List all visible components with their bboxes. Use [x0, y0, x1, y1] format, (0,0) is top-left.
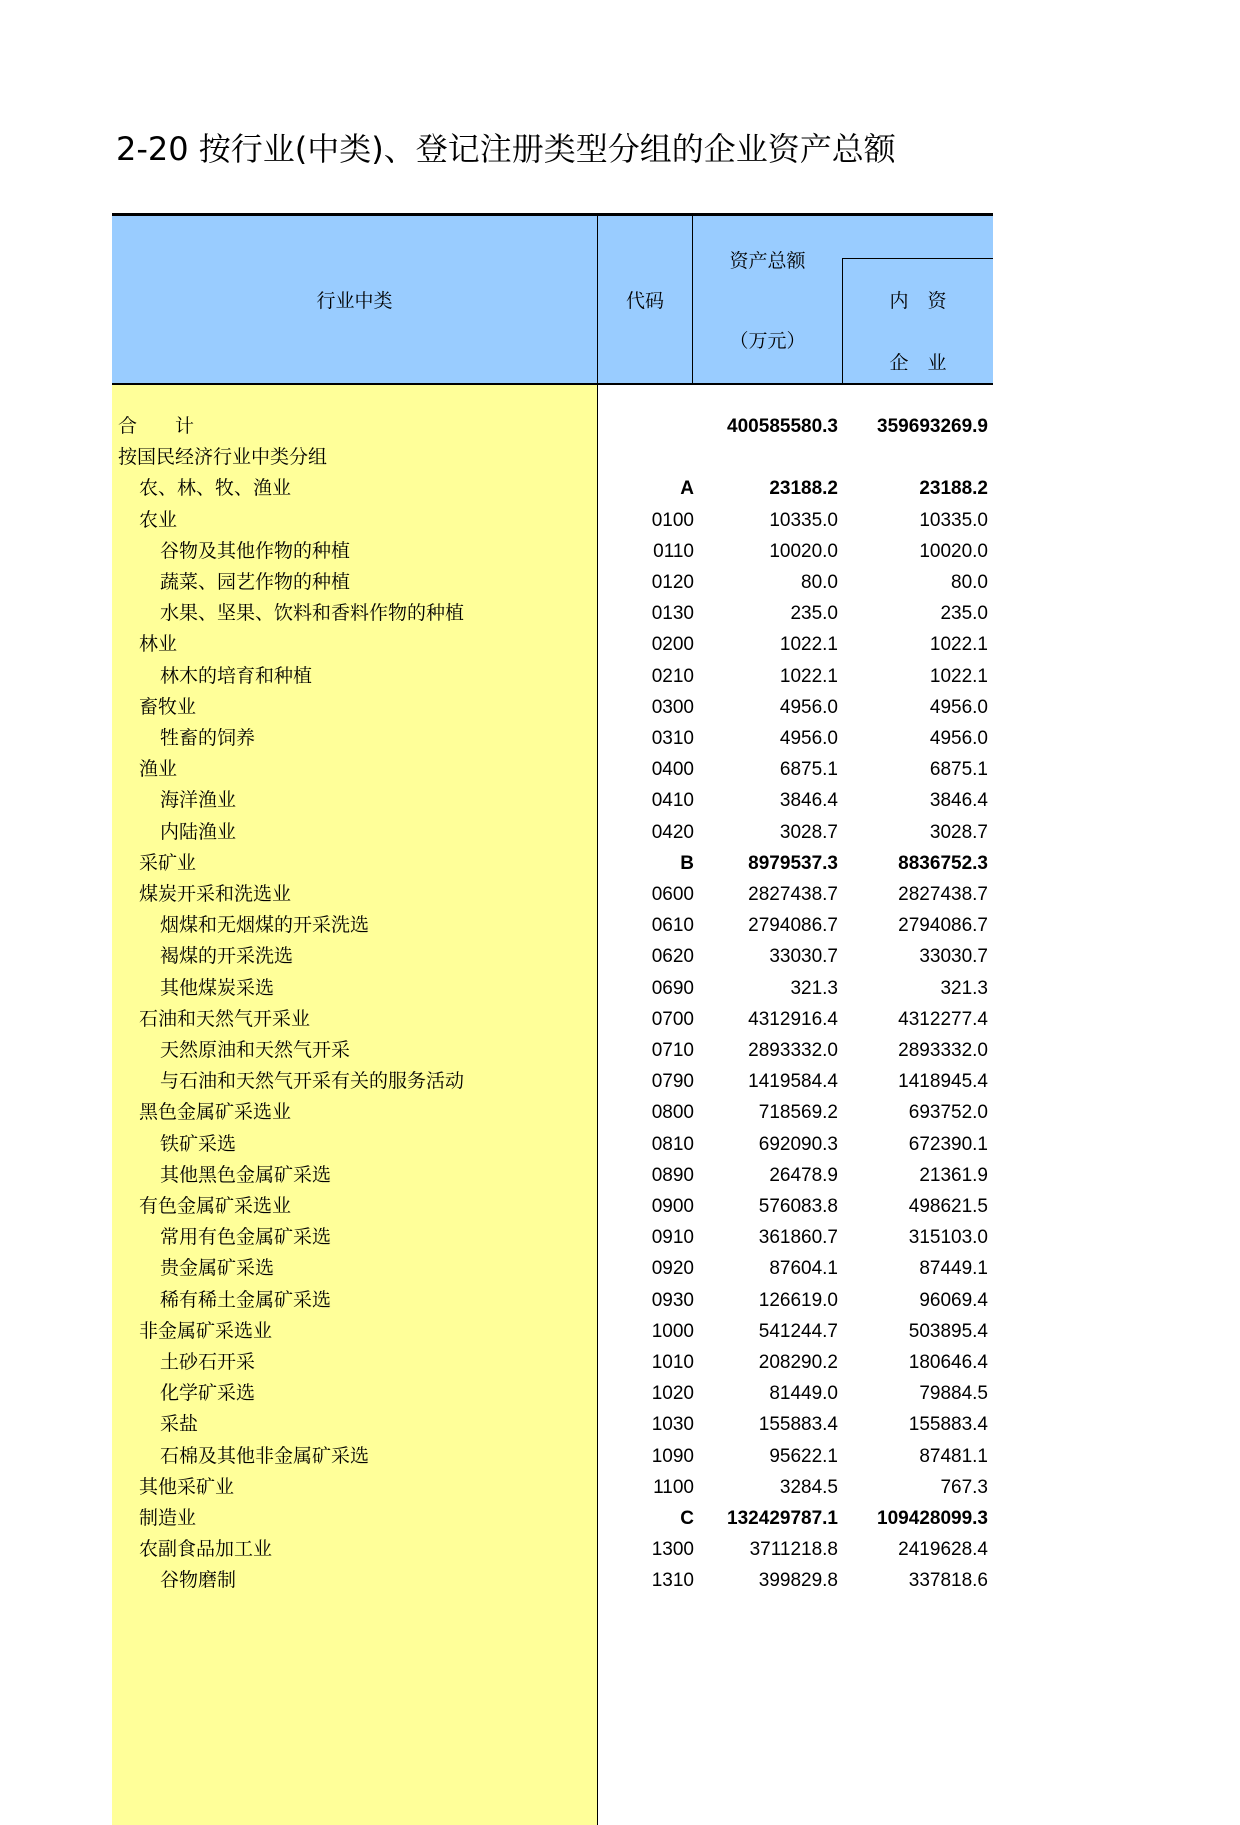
domestic-enterprise-value: 4956.0 [929, 696, 988, 718]
table-row [112, 848, 993, 879]
table-row [112, 536, 993, 567]
industry-code: 0100 [651, 509, 694, 531]
total-assets-value: 23188.2 [769, 478, 838, 500]
industry-name: 林业 [139, 633, 178, 656]
industry-code: 0700 [651, 1008, 694, 1030]
total-assets-value: 3284.5 [779, 1476, 838, 1498]
table-row [112, 411, 993, 442]
industry-name: 非金属矿采选业 [139, 1319, 273, 1342]
table-row [112, 785, 993, 816]
total-assets-value: 87604.1 [769, 1258, 838, 1280]
industry-name: 水果、坚果、饮料和香料作物的种植 [160, 602, 465, 625]
industry-code: 1310 [651, 1570, 694, 1592]
domestic-enterprise-value: 87481.1 [919, 1445, 988, 1467]
industry-code [598, 411, 694, 442]
table-row [112, 879, 993, 910]
header-divider-total [692, 216, 693, 383]
domestic-enterprise-value: 80.0 [951, 572, 988, 593]
industry-name: 常用有色金属矿采选 [160, 1226, 332, 1249]
total-assets-value: 6875.1 [779, 759, 838, 781]
domestic-enterprise-value: 1022.1 [929, 665, 988, 687]
total-assets-value: 81449.0 [769, 1383, 838, 1405]
total-assets-value: 3711218.8 [749, 1539, 838, 1561]
total-assets-value: 2794086.7 [748, 915, 838, 937]
industry-name: 其他煤炭采选 [160, 976, 275, 999]
industry-name: 煤炭开采和洗选业 [139, 883, 292, 905]
domestic-enterprise-value: 767.3 [940, 1476, 988, 1498]
total-assets-value: 4956.0 [779, 728, 838, 749]
header-industry: 行业中类 [316, 290, 393, 312]
total-assets-value: 26478.9 [769, 1164, 838, 1186]
domestic-enterprise-value [842, 442, 988, 473]
table-row [112, 723, 993, 754]
domestic-enterprise-value: 180646.4 [908, 1352, 988, 1373]
total-assets-value: 33030.7 [769, 946, 838, 968]
domestic-enterprise-value: 21361.9 [919, 1164, 988, 1186]
total-assets-value: 126619.0 [758, 1289, 838, 1311]
industry-code: 0790 [651, 1071, 694, 1093]
domestic-enterprise-value: 23188.2 [919, 478, 988, 500]
table-row [112, 754, 993, 785]
table-row [112, 1441, 993, 1472]
total-assets-value: 3028.7 [779, 821, 838, 843]
table-row [112, 1347, 993, 1378]
total-assets-value: 95622.1 [769, 1445, 838, 1467]
industry-name: 贵金属矿采选 [160, 1257, 275, 1280]
industry-name: 化学矿采选 [160, 1382, 256, 1405]
domestic-enterprise-value: 87449.1 [919, 1258, 988, 1280]
total-assets-value: 155883.4 [758, 1414, 838, 1436]
table-row [112, 1129, 993, 1160]
industry-name: 其他黑色金属矿采选 [160, 1163, 332, 1186]
domestic-enterprise-value: 235.0 [940, 603, 988, 625]
domestic-enterprise-value: 10335.0 [919, 509, 988, 531]
industry-name: 按国民经济行业中类分组 [118, 446, 328, 469]
industry-name: 制造业 [139, 1507, 197, 1529]
industry-code: B [680, 852, 694, 874]
industry-name: 天然原油和天然气开采 [160, 1039, 351, 1061]
domestic-enterprise-value: 10020.0 [919, 540, 988, 562]
industry-code: 1010 [651, 1352, 694, 1373]
industry-code: 0930 [651, 1289, 694, 1311]
domestic-enterprise-value: 96069.4 [919, 1289, 988, 1311]
industry-name: 与石油和天然气开采有关的服务活动 [160, 1070, 465, 1093]
domestic-enterprise-value: 155883.4 [908, 1414, 988, 1436]
total-assets-value: 718569.2 [758, 1102, 838, 1124]
table-row [112, 1222, 993, 1253]
industry-name: 内陆渔业 [160, 820, 237, 843]
industry-code: 0710 [651, 1040, 694, 1061]
industry-code: 0610 [651, 915, 694, 937]
total-assets-value: 235.0 [790, 603, 838, 625]
domestic-enterprise-value: 33030.7 [919, 946, 988, 968]
table-row [112, 1316, 993, 1347]
table-header [112, 216, 993, 385]
table-row [112, 661, 993, 692]
industry-name: 采矿业 [139, 851, 197, 874]
total-assets-value: 10335.0 [769, 509, 838, 531]
table-row [112, 1285, 993, 1316]
industry-code: 0690 [651, 977, 694, 999]
domestic-enterprise-value: 498621.5 [908, 1196, 988, 1217]
industry-code: 0420 [651, 821, 694, 843]
industry-code: 1000 [651, 1320, 694, 1342]
industry-name: 蔬菜、园艺作物的种植 [160, 571, 351, 593]
domestic-enterprise-value: 8836752.3 [898, 852, 988, 874]
table-row [112, 1409, 993, 1440]
industry-code: 0800 [651, 1102, 694, 1124]
industry-code: 0620 [651, 946, 694, 968]
industry-name: 海洋渔业 [160, 789, 237, 812]
total-assets-value: 1022.1 [779, 665, 838, 687]
industry-code: 0300 [651, 696, 694, 718]
industry-name: 黑色金属矿采选业 [139, 1101, 292, 1124]
domestic-enterprise-value: 337818.6 [908, 1570, 988, 1592]
industry-code: 0310 [651, 728, 694, 749]
industry-code: 1300 [651, 1539, 694, 1561]
total-assets-value: 8979537.3 [748, 852, 838, 874]
industry-code: 0920 [651, 1258, 694, 1280]
header-domestic-line1: 内 资 [889, 290, 947, 312]
domestic-enterprise-value: 4956.0 [929, 728, 988, 749]
table-row [112, 1191, 993, 1222]
industry-code: 0890 [651, 1164, 694, 1186]
header-total-line2: （万元） [729, 330, 806, 352]
industry-name: 牲畜的饲养 [160, 727, 256, 749]
industry-code: A [680, 478, 694, 500]
table-row [112, 1565, 993, 1596]
industry-code: 0130 [651, 603, 694, 625]
domestic-enterprise-value: 693752.0 [908, 1102, 988, 1124]
header-code: 代码 [625, 290, 664, 312]
industry-name: 稀有稀土金属矿采选 [160, 1288, 332, 1311]
table-row [112, 817, 993, 848]
total-assets-value: 400585580.3 [727, 416, 838, 437]
industry-name: 烟煤和无烟煤的开采洗选 [160, 914, 370, 937]
industry-name: 铁矿采选 [160, 1132, 237, 1155]
domestic-enterprise-value: 359693269.9 [877, 416, 988, 437]
table-row [112, 598, 993, 629]
total-assets-value: 2893332.0 [748, 1040, 838, 1061]
domestic-enterprise-value: 321.3 [940, 977, 988, 999]
header-domestic-line2: 企 业 [889, 352, 947, 374]
table-row [112, 1004, 993, 1035]
total-assets-value: 80.0 [801, 572, 838, 593]
industry-name: 谷物磨制 [160, 1569, 237, 1592]
table-row [112, 1160, 993, 1191]
domestic-enterprise-value: 79884.5 [919, 1383, 988, 1405]
total-assets-value [692, 442, 838, 473]
total-assets-value: 576083.8 [758, 1196, 838, 1217]
total-assets-value: 692090.3 [758, 1133, 838, 1155]
header-total-line1: 资产总额 [729, 250, 806, 272]
domestic-enterprise-value: 2893332.0 [898, 1040, 988, 1061]
table-row [112, 1503, 993, 1534]
total-assets-value: 4312916.4 [748, 1008, 838, 1030]
industry-code: 0400 [651, 759, 694, 781]
domestic-enterprise-value: 3846.4 [929, 790, 988, 812]
table-row [112, 941, 993, 972]
table-row [112, 1378, 993, 1409]
industry-name: 渔业 [139, 758, 178, 781]
industry-code: 0210 [651, 665, 694, 687]
table-row [112, 629, 993, 660]
total-assets-value: 132429787.1 [727, 1508, 838, 1529]
industry-code: 0110 [653, 540, 694, 562]
industry-code: 0910 [651, 1227, 694, 1249]
table-row [112, 1035, 993, 1066]
table-row [112, 473, 993, 504]
table-row [112, 1066, 993, 1097]
domestic-enterprise-value: 3028.7 [929, 821, 988, 843]
domestic-enterprise-value: 1418945.4 [898, 1071, 988, 1093]
domestic-enterprise-value: 109428099.3 [877, 1508, 988, 1529]
industry-code: 0600 [651, 884, 694, 905]
domestic-enterprise-value: 503895.4 [908, 1320, 988, 1342]
domestic-enterprise-value: 2827438.7 [898, 884, 988, 905]
industry-code: 1100 [653, 1476, 694, 1498]
industry-name: 石棉及其他非金属矿采选 [160, 1444, 370, 1467]
domestic-enterprise-value: 4312277.4 [898, 1008, 988, 1030]
industry-code: 1090 [651, 1445, 694, 1467]
industry-name: 农业 [139, 508, 178, 531]
industry-code: C [680, 1508, 694, 1529]
industry-name: 其他采矿业 [139, 1475, 235, 1498]
domestic-enterprise-value: 672390.1 [908, 1133, 988, 1155]
industry-code: 0410 [651, 790, 694, 812]
page-title: 2-20 按行业(中类)、登记注册类型分组的企业资产总额 [116, 130, 896, 168]
table-row [112, 692, 993, 723]
industry-code: 0810 [651, 1133, 694, 1155]
industry-code: 1020 [651, 1383, 694, 1405]
table-row [112, 1534, 993, 1565]
total-assets-value: 208290.2 [758, 1352, 838, 1373]
industry-name: 褐煤的开采洗选 [160, 945, 294, 968]
industry-name: 谷物及其他作物的种植 [160, 539, 351, 562]
industry-name: 畜牧业 [139, 695, 197, 718]
total-assets-value: 541244.7 [758, 1320, 838, 1342]
domestic-enterprise-value: 6875.1 [929, 759, 988, 781]
industry-name: 合 计 [118, 415, 195, 437]
table-row [112, 1472, 993, 1503]
total-assets-value: 1419584.4 [748, 1071, 838, 1093]
industry-name: 农副食品加工业 [139, 1538, 273, 1561]
table-row [112, 910, 993, 941]
table-row [112, 1097, 993, 1128]
domestic-enterprise-value: 315103.0 [908, 1227, 988, 1249]
table-row [112, 567, 993, 598]
domestic-enterprise-value: 2794086.7 [898, 915, 988, 937]
industry-name: 采盐 [160, 1413, 199, 1436]
industry-code: 0120 [651, 572, 694, 593]
industry-name: 农、林、牧、渔业 [139, 477, 292, 500]
industry-name: 石油和天然气开采业 [139, 1007, 311, 1030]
industry-name: 林木的培育和种植 [160, 664, 313, 687]
industry-code: 1030 [651, 1414, 694, 1436]
total-assets-value: 321.3 [790, 977, 838, 999]
total-assets-value: 3846.4 [779, 790, 838, 812]
industry-name: 有色金属矿采选业 [139, 1195, 292, 1217]
total-assets-value: 10020.0 [769, 540, 838, 562]
industry-code: 0900 [651, 1196, 694, 1217]
table-row [112, 505, 993, 536]
total-assets-value: 2827438.7 [748, 884, 838, 905]
header-subrule [842, 258, 993, 259]
total-assets-value: 361860.7 [758, 1227, 838, 1249]
domestic-enterprise-value: 2419628.4 [898, 1539, 988, 1561]
table-row [112, 1253, 993, 1284]
domestic-enterprise-value: 1022.1 [929, 634, 988, 656]
industry-code [598, 442, 694, 473]
industry-code: 0200 [651, 634, 694, 656]
table-row [112, 442, 993, 473]
total-assets-value: 1022.1 [779, 634, 838, 656]
total-assets-value: 399829.8 [758, 1570, 838, 1592]
table-row [112, 973, 993, 1004]
total-assets-value: 4956.0 [779, 696, 838, 718]
industry-name: 土砂石开采 [160, 1351, 256, 1373]
